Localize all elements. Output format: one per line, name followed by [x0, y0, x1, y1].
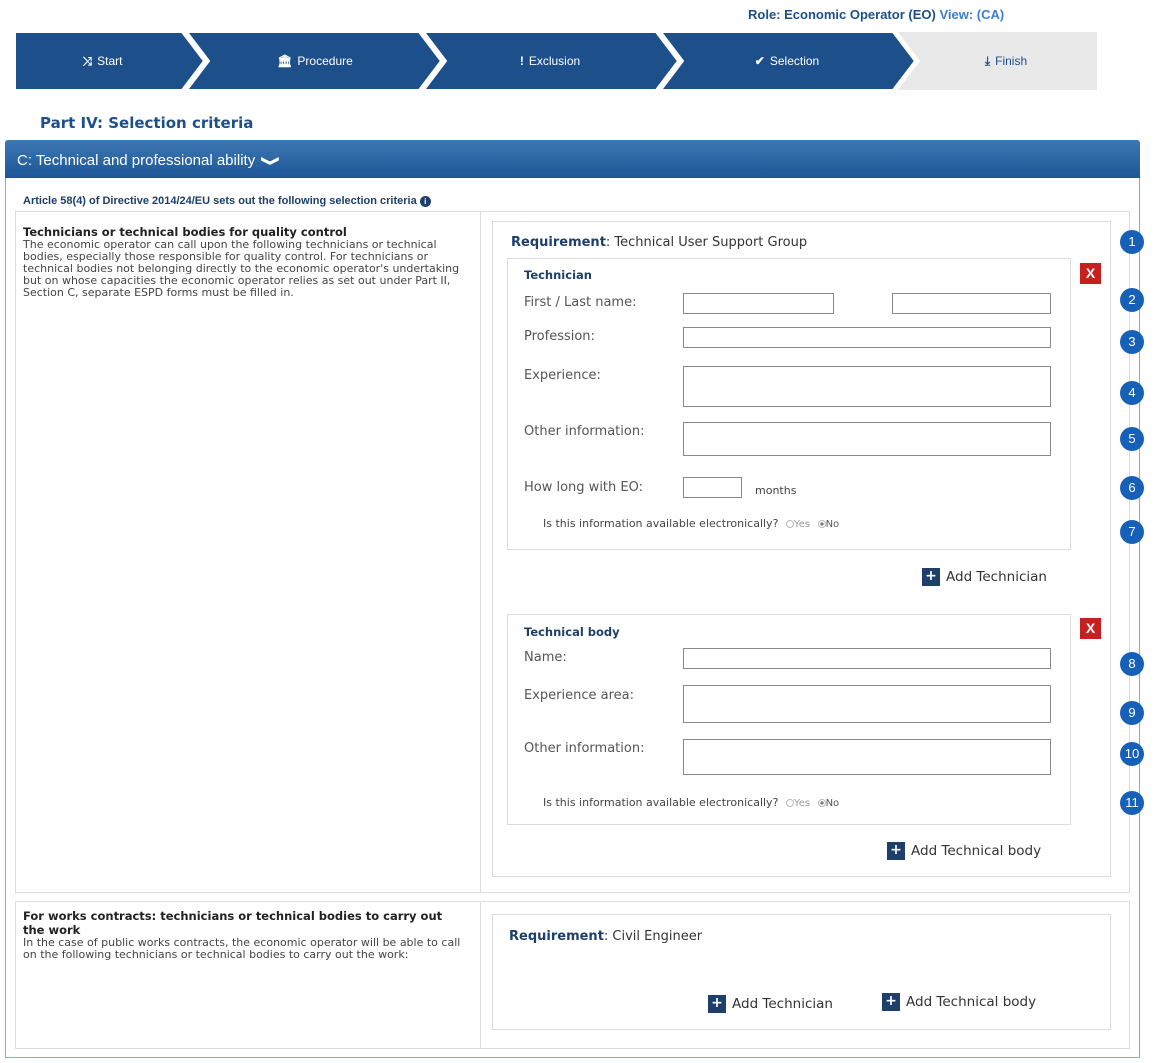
marker-4: 4 [1120, 381, 1144, 405]
section-title: C: Technical and professional ability [17, 152, 256, 169]
experience-textarea[interactable] [683, 366, 1051, 407]
add-technical-body-button[interactable] [882, 993, 1036, 1011]
no-label: No [825, 519, 840, 530]
marker-1: 1 [1120, 230, 1144, 254]
question-text: Is this information available electronically? [543, 796, 779, 809]
add-technician-button[interactable] [708, 995, 833, 1013]
requirement-label: Requirement [511, 235, 606, 250]
shuffle-icon: ⤨ [82, 53, 93, 68]
body-electronic-question [543, 796, 839, 809]
step-label: Start [97, 54, 123, 68]
experience-area-label: Experience area: [524, 688, 634, 703]
body-name-input[interactable] [683, 648, 1051, 669]
step-label: Finish [995, 54, 1028, 68]
marker-9: 9 [1120, 701, 1144, 725]
how-long-label: How long with EO: [524, 480, 643, 495]
plus-icon: + [708, 995, 726, 1013]
profession-input[interactable] [683, 327, 1051, 348]
step-exclusion[interactable] [435, 32, 665, 90]
plus-icon: + [882, 993, 900, 1011]
add-technical-body-button[interactable] [887, 842, 1041, 860]
criterion-title: Technicians or technical bodies for quality control [23, 225, 347, 239]
info-icon[interactable]: i [420, 196, 431, 207]
remove-technical-body-button[interactable]: X [1080, 618, 1101, 639]
add-technician-label: Add Technician [946, 569, 1047, 585]
criterion-description [23, 225, 478, 299]
add-technical-body-label: Add Technical body [911, 843, 1042, 859]
step-selection[interactable] [672, 32, 902, 90]
view-link[interactable]: View: (CA) [939, 7, 1005, 22]
technician-title: Technician [524, 268, 592, 282]
requirement-label: Requirement [509, 929, 604, 944]
plus-icon: + [887, 842, 905, 860]
exclamation-icon: ! [519, 54, 524, 68]
criterion-description-cell [15, 211, 481, 893]
page-title: Part IV: Selection criteria [40, 114, 254, 132]
marker-10: 10 [1120, 742, 1144, 766]
electronic-question [543, 517, 839, 530]
add-technical-body-label: Add Technical body [906, 994, 1037, 1010]
marker-6: 6 [1120, 476, 1144, 500]
criterion-title: For works contracts: technicians or technical bodies to carry out the work [23, 909, 443, 937]
name-label: First / Last name: [524, 295, 637, 310]
check-circle-icon: ✔ [754, 54, 765, 68]
yes-label: Yes [793, 798, 811, 809]
plus-icon: + [922, 568, 940, 586]
question-text: Is this information available electronically? [543, 517, 779, 530]
no-label: No [825, 798, 840, 809]
marker-2: 2 [1120, 288, 1144, 312]
experience-label: Experience: [524, 368, 601, 383]
requirement-value: : Civil Engineer [603, 929, 703, 944]
yes-radio[interactable] [786, 520, 794, 528]
step-label: Procedure [297, 54, 353, 68]
bank-icon: 🏛 [277, 54, 293, 68]
body-other-info-textarea[interactable] [683, 739, 1051, 775]
marker-5: 5 [1120, 427, 1144, 451]
step-start[interactable] [15, 32, 190, 90]
add-technician-label: Add Technician [732, 996, 833, 1012]
add-technician-button[interactable] [922, 568, 1047, 586]
months-input[interactable] [683, 477, 742, 498]
step-label: Selection [769, 54, 820, 68]
section-header[interactable] [5, 140, 1140, 178]
body-other-info-label: Other information: [524, 741, 645, 756]
marker-8: 8 [1120, 652, 1144, 676]
body-name-label: Name: [524, 650, 567, 665]
requirement [511, 235, 807, 250]
progress-steps [15, 32, 1097, 90]
requirement-value: : Technical User Support Group [605, 235, 808, 250]
role-indicator [748, 7, 1004, 22]
criterion-text: In the case of public works contracts, the economic operator will be able to call on the following technicians or technical bodies to carry out the work: [23, 936, 461, 961]
first-name-input[interactable] [683, 293, 834, 314]
marker-11: 11 [1120, 791, 1144, 815]
marker-7: 7 [1120, 520, 1144, 544]
role-label: Role: Economic Operator (EO) [748, 7, 936, 22]
experience-area-textarea[interactable] [683, 685, 1051, 723]
yes-label: Yes [793, 519, 811, 530]
article-text: Article 58(4) of Directive 2014/24/EU sets out the following selection criteria [23, 195, 417, 207]
remove-technician-button[interactable]: X [1080, 263, 1101, 284]
criterion-description [23, 909, 463, 961]
profession-label: Profession: [524, 329, 595, 344]
marker-3: 3 [1120, 330, 1144, 354]
download-icon: ⤓ [984, 53, 991, 68]
technical-body-title: Technical body [524, 625, 620, 639]
no-radio[interactable] [818, 799, 826, 807]
months-label: months [755, 484, 797, 497]
no-radio[interactable] [818, 520, 826, 528]
criterion-text: The economic operator can call upon the following technicians or technical bodies, especially those responsible for quality control. For technicians or technical bodies not belonging directly to the economic operator's undertaking but on whose capacities the economic operator relies as set out under Part II, Section C, separate ESPD forms must be filled in. [23, 238, 460, 299]
step-label: Exclusion [528, 54, 581, 68]
chevron-down-icon: ❯ [261, 155, 282, 167]
yes-radio[interactable] [786, 799, 794, 807]
article-heading [23, 195, 431, 207]
other-info-textarea[interactable] [683, 422, 1051, 456]
step-finish[interactable] [915, 32, 1097, 90]
other-info-label: Other information: [524, 424, 645, 439]
requirement [509, 929, 702, 944]
last-name-input[interactable] [892, 293, 1051, 314]
step-procedure[interactable] [200, 32, 430, 90]
